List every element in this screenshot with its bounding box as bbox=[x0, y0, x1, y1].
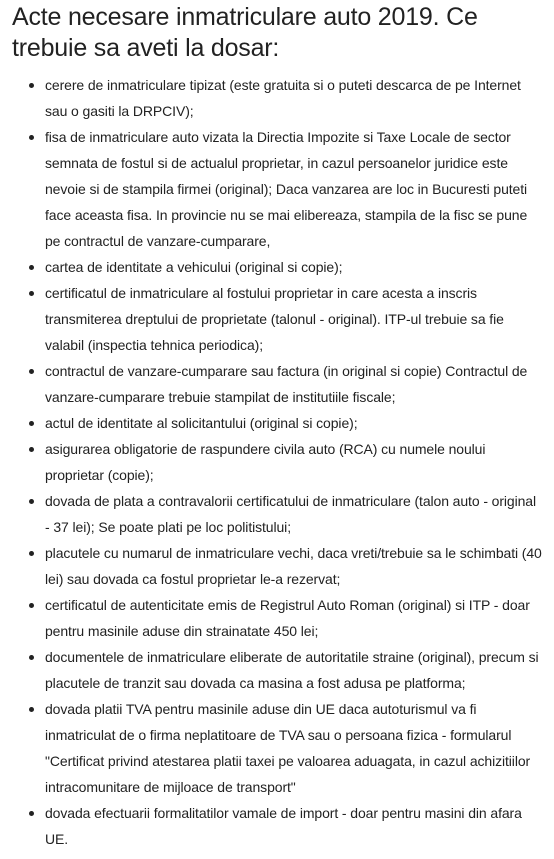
bullet-icon bbox=[29, 83, 34, 88]
required-documents-list bbox=[0, 72, 554, 852]
list-item-text: cartea de identitate a vehicului (original si copie); bbox=[45, 259, 343, 275]
list-item bbox=[0, 124, 554, 254]
list-item-text: dovada efectuarii formalitatilor vamale de import - doar pentru masini din afara UE. bbox=[45, 805, 522, 847]
bullet-icon bbox=[29, 265, 34, 270]
list-item-text: certificatul de autenticitate emis de Registrul Auto Roman (original) si ITP - doar pentru masinile aduse din strainatate 450 lei; bbox=[45, 597, 530, 639]
bullet-icon bbox=[29, 369, 34, 374]
bullet-icon bbox=[29, 447, 34, 452]
list-item bbox=[0, 436, 554, 488]
list-item bbox=[0, 800, 554, 852]
list-item-text: cerere de inmatriculare tipizat (este gratuita si o puteti descarca de pe Internet sau o gasiti la DRPCIV); bbox=[45, 77, 521, 119]
list-item-text: certificatul de inmatriculare al fostului proprietar in care acesta a inscris transmiterea dreptului de proprietate (talonul - original). ITP-ul trebuie sa fie valabil (inspectia tehnica periodica); bbox=[45, 285, 504, 353]
list-item-text: fisa de inmatriculare auto vizata la Directia Impozite si Taxe Locale de sector semnata de fostul si de actualul proprietar, in cazul persoanelor juridice este nevoie si de stampila firmei (original); Daca vanzarea are loc in Bucuresti puteti face aceasta fisa. In provincie nu se mai elibereaza, stampila de la fisc se pune pe contractul de vanzare-cumparare, bbox=[45, 129, 528, 249]
list-item bbox=[0, 540, 554, 592]
bullet-icon bbox=[29, 499, 34, 504]
bullet-icon bbox=[29, 811, 34, 816]
list-item-text: contractul de vanzare-cumparare sau factura (in original si copie) Contractul de vanzare-cumparare trebuie stampilat de institutiile fiscale; bbox=[45, 363, 528, 405]
bullet-icon bbox=[29, 707, 34, 712]
list-item-text: actul de identitate al solicitantului (original si copie); bbox=[45, 415, 358, 431]
bullet-icon bbox=[29, 655, 34, 660]
list-item bbox=[0, 358, 554, 410]
list-item bbox=[0, 592, 554, 644]
list-item bbox=[0, 410, 554, 436]
bullet-icon bbox=[29, 551, 34, 556]
list-item-text: documentele de inmatriculare eliberate de autoritatile straine (original), precum si placutele de tranzit sau dovada ca masina a fost adusa pe platforma; bbox=[45, 649, 539, 691]
list-item bbox=[0, 696, 554, 800]
list-item bbox=[0, 254, 554, 280]
bullet-icon bbox=[29, 135, 34, 140]
list-item-text: placutele cu numarul de inmatriculare vechi, daca vreti/trebuie sa le schimbati (40 lei) sau dovada ca fostul proprietar le-a rezervat; bbox=[45, 545, 542, 587]
bullet-icon bbox=[29, 421, 34, 426]
bullet-icon bbox=[29, 291, 34, 296]
bullet-icon bbox=[29, 603, 34, 608]
article-heading: Acte necesare inmatriculare auto 2019. Ce trebuie sa aveti la dosar: bbox=[12, 3, 478, 62]
list-item bbox=[0, 72, 554, 124]
list-item-text: dovada de plata a contravalorii certificatului de inmatriculare (talon auto - original - 37 lei); Se poate plati pe loc politistului; bbox=[45, 493, 537, 535]
list-item bbox=[0, 644, 554, 696]
list-item bbox=[0, 488, 554, 540]
list-item bbox=[0, 280, 554, 358]
list-item-text: asigurarea obligatorie de raspundere civila auto (RCA) cu numele noului proprietar (copie); bbox=[45, 441, 486, 483]
list-item-text: dovada platii TVA pentru masinile aduse din UE daca autoturismul va fi inmatriculat de o firma neplatitoare de TVA sau o persoana fizica - formularul "Certificat privind atestarea platii taxei pe valoarea aduagata, in cazul achizitiilor intracomunitare de mijloace de transport" bbox=[45, 701, 531, 795]
